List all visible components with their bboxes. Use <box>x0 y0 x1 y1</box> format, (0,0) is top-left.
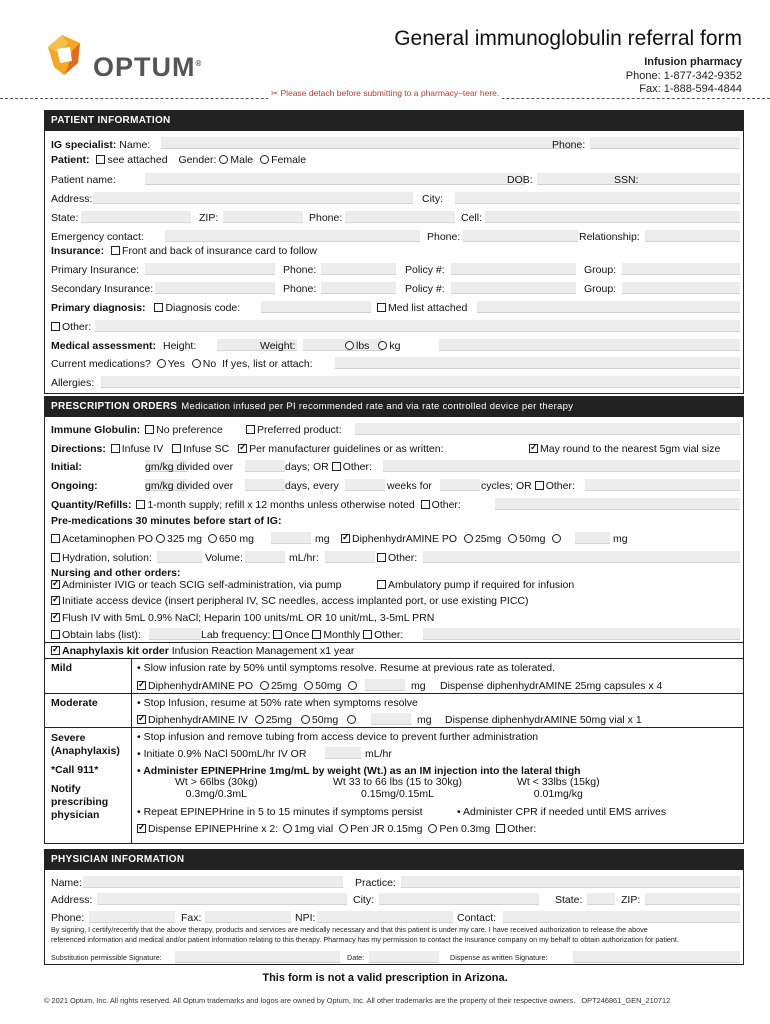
labs-monthly-checkbox[interactable] <box>312 630 321 639</box>
moderate-dph-label: DiphenhydrAMINE IV <box>148 714 248 726</box>
primary-diagnosis-label: Primary diagnosis: <box>51 302 146 314</box>
infuse-sc-label: Infuse SC <box>183 443 230 455</box>
patient-label: Patient: <box>51 154 90 166</box>
dob-label: DOB: <box>507 174 533 186</box>
allergies-label: Allergies: <box>51 377 95 389</box>
ongoing-other-field[interactable] <box>585 479 740 491</box>
acetaminophen-label: Acetaminophen PO <box>62 533 154 545</box>
primary-insurance-label: Primary Insurance: <box>51 264 140 276</box>
daw-signature-field[interactable] <box>573 951 740 963</box>
hydration-rate-field[interactable] <box>325 551 375 563</box>
physician-phone-label: Phone: <box>51 912 85 924</box>
cell-field[interactable] <box>485 211 740 223</box>
ongoing-weeks-field[interactable] <box>345 479 385 491</box>
anaphylaxis-kit-checkbox[interactable] <box>51 646 60 655</box>
current-meds-label: Current medications? <box>51 358 151 370</box>
weight-label: Weight: <box>260 340 296 352</box>
patient-name-field[interactable] <box>145 173 525 185</box>
certification-text: By signing, I certify/recertify that the above therapy, products and services are medically necessary and that this patient is under my care. I have received authorization to release the above referenced information and medical and/or patient information relating to this therapy. Pharmacy has my permission to contact the insurance company on my behalf to obtain authorization for patient. <box>51 925 679 944</box>
contact-field[interactable] <box>503 911 740 923</box>
signature-date-field[interactable] <box>369 951 439 963</box>
ongoing-gmkg-label: gm/kg divided over <box>145 480 234 492</box>
divider <box>45 727 743 728</box>
dispense-epi-label: Dispense EPINEPHrine x 2: <box>148 823 279 835</box>
phone-field[interactable] <box>345 211 455 223</box>
hydration-other-checkbox[interactable] <box>377 553 386 562</box>
infuse-iv-label: Infuse IV <box>121 443 164 455</box>
insurance-card-checkbox[interactable] <box>111 246 120 255</box>
initial-days-field[interactable] <box>245 460 285 472</box>
initial-label: Initial: <box>51 461 82 473</box>
mild-dph-checkbox[interactable] <box>137 681 146 690</box>
patient-name-label: Patient name: <box>51 174 116 186</box>
section-heading: PATIENT INFORMATION <box>45 111 743 131</box>
hydration-label: Hydration, solution: <box>62 552 152 564</box>
primary-group-label: Group: <box>584 264 617 276</box>
ambulatory-pump-checkbox[interactable] <box>377 580 386 589</box>
fax-number: Fax: 1-888-594-4844 <box>639 83 742 95</box>
primary-phone-label: Phone: <box>283 264 317 276</box>
secondary-phone-field[interactable] <box>321 282 396 294</box>
administer-ivig-checkbox[interactable] <box>51 580 60 589</box>
ongoing-weeks-label: weeks for <box>387 480 432 492</box>
ongoing-cycles-label: cycles; OR <box>481 480 532 492</box>
hydration-solution-field[interactable] <box>157 551 202 563</box>
med-list-field[interactable] <box>477 301 740 313</box>
emergency-contact-label: Emergency contact: <box>51 231 144 243</box>
diagnosis-code-label: Diagnosis code: <box>165 302 241 314</box>
brand-name: OPTUM® <box>93 52 203 82</box>
lbs-label: lbs <box>356 340 370 352</box>
mild-50-label: 50mg <box>315 680 342 692</box>
hydration-other-label: Other: <box>388 552 418 564</box>
date-label: Date: <box>347 953 365 962</box>
mild-50-radio[interactable] <box>304 681 313 690</box>
physician-phone-field[interactable] <box>89 911 175 923</box>
severe-epinephrine: • Administer EPINEPHrine 1mg/mL by weight (Wt.) as an IM injection into the lateral thigh <box>137 765 581 777</box>
labs-once-checkbox[interactable] <box>273 630 282 639</box>
moderate-50-label: 50mg <box>311 714 339 726</box>
lab-frequency-label: Lab frequency: <box>201 629 271 641</box>
allergies-field[interactable] <box>101 376 740 388</box>
severe-nacl: • Initiate 0.9% NaCl 500mL/hr IV OR <box>137 748 307 760</box>
flush-iv-label: Flush IV with 5mL 0.9% NaCl; Heparin 100 units/mL OR 10 unit/mL, 3-5mL PRN <box>62 612 435 624</box>
weight-tier-1: Wt > 66lbs (30kg) 0.3mg/0.3mL <box>175 776 258 800</box>
state-label: State: <box>51 212 79 224</box>
male-radio[interactable] <box>219 155 228 164</box>
current-meds-field[interactable] <box>335 357 740 369</box>
qty-other-field[interactable] <box>495 498 740 510</box>
physician-information-section <box>44 849 744 965</box>
secondary-group-label: Group: <box>584 283 617 295</box>
per-manufacturer-label: Per manufacturer guidelines or as written: <box>249 443 444 455</box>
optum-logo-icon <box>44 33 84 77</box>
ml-hr-label: mL/hr: <box>289 552 319 564</box>
physician-fax-field[interactable] <box>205 911 291 923</box>
ssn-label: SSN: <box>614 174 639 186</box>
ig-specialist-name-field[interactable] <box>161 137 581 149</box>
dph-25-radio[interactable] <box>464 534 473 543</box>
meds-yes-label: Yes <box>167 358 185 370</box>
section-subheading: Medication infused per PI recommended rate and via rate controlled device per therapy <box>181 401 574 412</box>
apap-650-label: 650 mg <box>218 533 254 545</box>
diagnosis-code-field[interactable] <box>261 301 371 313</box>
severe-title: Severe <box>51 732 86 744</box>
epi-pen-jr-label: Pen JR 0.15mg <box>350 823 423 835</box>
physician-name-label: Name: <box>51 877 82 889</box>
secondary-group-field[interactable] <box>622 282 740 294</box>
weight-tier-3: Wt < 33lbs (15kg) 0.01mg/kg <box>517 776 600 800</box>
other-dx-checkbox[interactable] <box>51 322 60 331</box>
apap-mg-label: mg <box>315 533 330 545</box>
supply-label: 1-month supply; refill x 12 months unless otherwise noted <box>147 499 415 511</box>
ambulatory-pump-label: Ambulatory pump if required for infusion <box>388 579 575 591</box>
address-field[interactable] <box>93 192 413 204</box>
gender-label: Gender: <box>178 154 217 166</box>
assessment-extra-field[interactable] <box>439 339 740 351</box>
primary-policy-field[interactable] <box>451 263 576 275</box>
moderate-50-radio[interactable] <box>301 715 310 724</box>
moderate-instruction: • Stop Infusion, resume at 50% rate when symptoms resolve <box>137 697 418 709</box>
ongoing-days-field[interactable] <box>245 479 285 491</box>
ongoing-days-label: days, every <box>285 480 339 492</box>
npi-field[interactable] <box>317 911 453 923</box>
physician-name-field[interactable] <box>83 876 343 888</box>
detach-note: ✂ Please detach before submitting to a pharmacy–tear here. <box>268 88 502 99</box>
epi-pen-radio[interactable] <box>428 824 437 833</box>
moderate-mg-label: mg <box>417 714 432 726</box>
call-911-label: *Call 911* <box>51 764 99 776</box>
moderate-mg-field[interactable] <box>371 713 411 725</box>
name-label: Name: <box>119 139 151 151</box>
diagnosis-code-checkbox[interactable] <box>154 303 163 312</box>
contact-block <box>626 56 742 97</box>
secondary-phone-label: Phone: <box>283 283 317 295</box>
phone-label: Phone: <box>552 139 586 151</box>
ssn-field[interactable] <box>643 173 740 185</box>
physician-fax-label: Fax: <box>181 912 202 924</box>
mild-25-label: 25mg <box>270 680 298 692</box>
epi-other-label: Other: <box>507 823 537 835</box>
see-attached-label: see attached <box>107 154 168 166</box>
female-radio[interactable] <box>260 155 269 164</box>
practice-label: Practice: <box>355 877 396 889</box>
secondary-policy-field[interactable] <box>451 282 576 294</box>
other-dx-label: Other: <box>62 321 92 333</box>
divider <box>45 642 743 643</box>
moderate-label: Moderate <box>51 697 98 709</box>
labs-other-label: Other: <box>374 629 404 641</box>
preferred-product-checkbox[interactable] <box>246 425 255 434</box>
prescription-orders-section <box>44 396 744 844</box>
severe-cpr: • Administer CPR if needed until EMS arrives <box>457 806 667 818</box>
epi-other-checkbox[interactable] <box>496 824 505 833</box>
acetaminophen-checkbox[interactable] <box>51 534 60 543</box>
initial-other-checkbox[interactable] <box>332 462 341 471</box>
emergency-contact-field[interactable] <box>165 230 420 242</box>
patient-information-section <box>44 110 744 394</box>
height-label: Height: <box>162 340 197 352</box>
labs-other-field[interactable] <box>423 628 740 640</box>
preferred-product-field[interactable] <box>355 423 740 435</box>
department: Infusion pharmacy <box>644 56 742 68</box>
emergency-phone-label: Phone: <box>427 231 461 243</box>
physician-zip-field[interactable] <box>645 893 740 905</box>
labs-list-field[interactable] <box>149 628 201 640</box>
infuse-sc-checkbox[interactable] <box>172 444 181 453</box>
infuse-iv-checkbox[interactable] <box>111 444 120 453</box>
relationship-label: Relationship: <box>579 231 640 243</box>
ongoing-other-label: Other: <box>545 480 575 492</box>
diphenhydramine-po-checkbox[interactable] <box>341 534 350 543</box>
access-device-checkbox[interactable] <box>51 596 60 605</box>
prescribing-label: prescribing <box>51 796 109 808</box>
immune-globulin-label: Immune Globulin: <box>51 424 141 436</box>
relationship-field[interactable] <box>645 230 740 242</box>
form-code: OPT246861_GEN_210712 <box>581 996 671 1005</box>
per-manufacturer-checkbox[interactable] <box>238 444 247 453</box>
kg-radio[interactable] <box>378 341 387 350</box>
apap-325-label: 325 mg <box>166 533 203 545</box>
premedications-label: Pre-medications 30 minutes before start of IG: <box>51 515 282 527</box>
ig-specialist-label: IG specialist: <box>51 139 117 151</box>
initial-days-label: days; OR <box>285 461 329 473</box>
dph-mg-label: mg <box>613 533 628 545</box>
quantity-refills-label: Quantity/Refills: <box>51 499 132 511</box>
practice-field[interactable] <box>401 876 740 888</box>
ig-specialist-phone-field[interactable] <box>590 137 740 149</box>
apap-325-radio[interactable] <box>156 534 165 543</box>
other-dx-field[interactable] <box>95 320 740 332</box>
physician-address-field[interactable] <box>97 893 347 905</box>
flush-iv-checkbox[interactable] <box>51 613 60 622</box>
severe-nacl-unit: mL/hr <box>365 748 392 760</box>
mild-label: Mild <box>51 662 72 674</box>
anaphylaxis-kit-label: Anaphylaxis kit order <box>62 645 169 657</box>
see-attached-checkbox[interactable] <box>96 155 105 164</box>
qty-other-label: Other: <box>431 499 461 511</box>
page-title: General immunoglobulin referral form <box>394 27 742 50</box>
section-heading: PHYSICIAN INFORMATION <box>45 850 743 870</box>
severe-repeat-epi: • Repeat EPINEPHrine in 5 to 15 minutes if symptoms persist <box>137 806 423 818</box>
qty-other-checkbox[interactable] <box>421 500 430 509</box>
divider <box>45 658 743 659</box>
directions-label: Directions: <box>51 443 106 455</box>
preferred-product-label: Preferred product: <box>257 424 342 436</box>
hydration-other-field[interactable] <box>423 551 740 563</box>
insurance-card-label: Front and back of insurance card to follow <box>122 245 317 257</box>
zip-field[interactable] <box>223 211 303 223</box>
primary-phone-field[interactable] <box>321 263 396 275</box>
mild-25-radio[interactable] <box>260 681 269 690</box>
primary-insurance-field[interactable] <box>145 263 275 275</box>
apap-mg-field[interactable] <box>271 532 311 544</box>
apap-650-radio[interactable] <box>208 534 217 543</box>
labs-once-label: Once <box>284 629 310 641</box>
severe-label <box>51 732 120 822</box>
physician-state-label: State: <box>555 894 583 906</box>
primary-policy-label: Policy #: <box>405 264 445 276</box>
contact-label: Contact: <box>457 912 497 924</box>
epi-pen-jr-radio[interactable] <box>339 824 348 833</box>
initial-gmkg-label: gm/kg divided over <box>145 461 234 473</box>
physician-zip-label: ZIP: <box>621 894 641 906</box>
mild-instruction: • Slow infusion rate by 50% until symptoms resolve. Resume at previous rate as tolerated. <box>137 662 556 674</box>
severe-subtitle: (Anaphylaxis) <box>51 745 120 757</box>
nacl-rate-field[interactable] <box>325 747 361 759</box>
divider <box>131 658 132 844</box>
medical-assessment-label: Medical assessment: <box>51 340 157 352</box>
emergency-phone-field[interactable] <box>463 230 578 242</box>
ongoing-other-checkbox[interactable] <box>535 481 544 490</box>
physician-state-field[interactable] <box>587 893 615 905</box>
no-preference-label: No preference <box>156 424 223 436</box>
diphenhydramine-po-label: DiphenhydrAMINE PO <box>352 533 458 545</box>
if-yes-label: If yes, list or attach: <box>222 358 313 370</box>
npi-label: NPI: <box>295 912 316 924</box>
moderate-other-radio[interactable] <box>347 715 356 724</box>
notify-label: Notify <box>51 783 81 795</box>
mild-mg-field[interactable] <box>365 679 405 691</box>
secondary-insurance-label: Secondary Insurance: <box>51 283 154 295</box>
initial-other-field[interactable] <box>383 460 740 472</box>
primary-group-field[interactable] <box>622 263 740 275</box>
moderate-dispense-label: Dispense diphenhydrAMINE 50mg vial x 1 <box>445 714 642 726</box>
zip-label: ZIP: <box>199 212 219 224</box>
epi-pen-label: Pen 0.3mg <box>439 823 491 835</box>
state-field[interactable] <box>81 211 191 223</box>
mild-dispense-label: Dispense diphenhydrAMINE 25mg capsules x 4 <box>440 680 663 692</box>
meds-yes-radio[interactable] <box>157 359 166 368</box>
med-list-label: Med list attached <box>388 302 468 314</box>
dph-other-radio[interactable] <box>552 534 561 543</box>
address-label: Address: <box>51 193 93 205</box>
male-label: Male <box>230 154 254 166</box>
nursing-orders-label: Nursing and other orders: <box>51 567 181 579</box>
meds-no-radio[interactable] <box>192 359 201 368</box>
dph-25-label: 25mg <box>474 533 502 545</box>
phone-number: Phone: 1-877-342-9352 <box>625 69 742 82</box>
volume-label: Volume: <box>205 552 243 564</box>
round-vial-label: May round to the nearest 5gm vial size <box>540 443 721 455</box>
city-label: City: <box>422 193 443 205</box>
no-preference-checkbox[interactable] <box>145 425 154 434</box>
daw-signature-label: Dispense as written Signature: <box>450 953 548 962</box>
physician-city-label: City: <box>353 894 374 906</box>
moderate-25-label: 25mg <box>265 714 292 726</box>
med-list-checkbox[interactable] <box>377 303 386 312</box>
epi-vial-radio[interactable] <box>283 824 292 833</box>
round-vial-checkbox[interactable] <box>529 444 538 453</box>
female-label: Female <box>271 154 307 166</box>
administer-ivig-label: Administer IVIG or teach SCIG self-administration, via pump <box>62 579 342 591</box>
moderate-25-radio[interactable] <box>255 715 264 724</box>
copyright: © 2021 Optum, Inc. All rights reserved. All Optum trademarks and logos are owned by Optum, Inc. All other trademarks are the property of their respective owners. OPT246861_GEN_210712 <box>44 996 671 1005</box>
weight-tier-2: Wt 33 to 66 lbs (15 to 30kg) 0.15mg/0.15mL <box>333 776 462 800</box>
physician-label: physician <box>51 809 100 821</box>
labs-other-checkbox[interactable] <box>363 630 372 639</box>
dph-50-radio[interactable] <box>508 534 517 543</box>
meds-no-label: No <box>202 358 217 370</box>
dph-50-label: 50mg <box>519 533 546 545</box>
phone-label-2: Phone: <box>309 212 343 224</box>
arizona-notice: This form is not a valid prescription in Arizona. <box>262 972 508 984</box>
scissors-icon: ✂ <box>271 88 279 98</box>
ongoing-label: Ongoing: <box>51 480 98 492</box>
access-device-label: Initiate access device (insert peripheral IV, SC needles, access implanted port, or use existing PICC) <box>62 595 529 607</box>
labs-monthly-label: Monthly <box>323 629 361 641</box>
lbs-radio[interactable] <box>345 341 354 350</box>
physician-city-field[interactable] <box>379 893 539 905</box>
supply-checkbox[interactable] <box>136 500 145 509</box>
divider <box>45 693 743 694</box>
secondary-policy-label: Policy #: <box>405 283 445 295</box>
mild-mg-label: mg <box>411 680 426 692</box>
kg-label: kg <box>389 340 401 352</box>
dph-mg-field[interactable] <box>575 532 610 544</box>
hydration-volume-field[interactable] <box>245 551 285 563</box>
initial-other-label: Other: <box>342 461 372 473</box>
substitution-signature-label: Substitution permissible Signature: <box>51 953 162 962</box>
severe-stop-infusion: • Stop infusion and remove tubing from access device to prevent further administration <box>137 731 539 743</box>
insurance-label: Insurance: <box>51 245 105 257</box>
physician-address-label: Address: <box>51 894 93 906</box>
city-field[interactable] <box>455 192 740 204</box>
anaphylaxis-kit-desc: Infusion Reaction Management x1 year <box>171 645 355 657</box>
obtain-labs-checkbox[interactable] <box>51 630 60 639</box>
dispense-epi-checkbox[interactable] <box>137 824 146 833</box>
ongoing-cycles-field[interactable] <box>440 479 480 491</box>
hydration-checkbox[interactable] <box>51 553 60 562</box>
secondary-insurance-field[interactable] <box>155 282 275 294</box>
obtain-labs-label: Obtain labs (list): <box>62 629 141 641</box>
section-heading: PRESCRIPTION ORDERS Medication infused per PI recommended rate and via rate controlled device per therapy <box>45 397 743 417</box>
mild-other-radio[interactable] <box>348 681 357 690</box>
moderate-dph-checkbox[interactable] <box>137 715 146 724</box>
mild-dph-label: DiphenhydrAMINE PO <box>148 680 254 692</box>
epi-vial-label: 1mg vial <box>294 823 334 835</box>
substitution-signature-field[interactable] <box>175 951 340 963</box>
cell-label: Cell: <box>461 212 483 224</box>
